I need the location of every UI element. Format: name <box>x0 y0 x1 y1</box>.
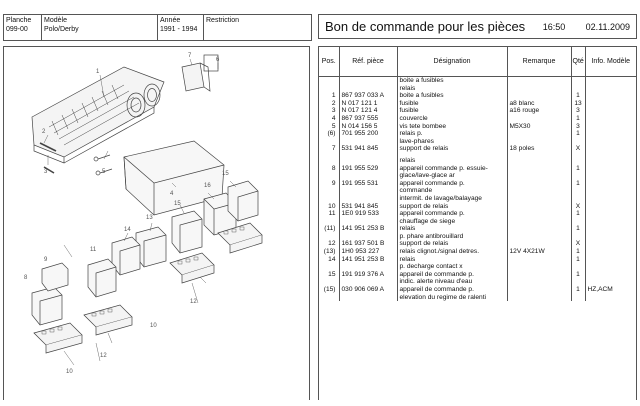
cell-designation: support de relais <box>397 240 507 248</box>
callout-4: 4 <box>170 191 174 197</box>
column-header-pos: Pos. <box>319 47 339 77</box>
cell-ref: 141 951 253 B <box>339 256 397 271</box>
cell-designation: appareil commande p. essuie- glace/lave-glace ar <box>397 165 507 180</box>
cell-pos: 10 <box>319 203 339 211</box>
cell-qte: 1 <box>571 248 585 256</box>
table-row <box>319 145 636 153</box>
cell-info <box>585 92 636 100</box>
callout-9: 9 <box>44 257 48 263</box>
cell-remarque <box>507 115 571 123</box>
cell-designation: vis tete bombee <box>397 123 507 131</box>
small-relay-drawing <box>182 55 218 91</box>
cell-designation: relais p. phare antibrouillard <box>397 225 507 240</box>
cell-ref: 867 937 033 A <box>339 92 397 100</box>
modele-label: Modèle <box>44 17 67 24</box>
cell-remarque: a16 rouge <box>507 107 571 115</box>
cell-ref: N 017 121 4 <box>339 107 397 115</box>
table-row <box>319 180 636 203</box>
callout-13: 13 <box>146 215 153 221</box>
cell-ref: 867 937 555 <box>339 115 397 123</box>
cell-pos: 7 <box>319 145 339 153</box>
table-row <box>319 286 636 301</box>
table-row <box>319 157 636 165</box>
cell-qte: 1 <box>571 225 585 240</box>
cell-qte: 1 <box>571 180 585 203</box>
cell-designation: relais <box>397 157 507 165</box>
table-row <box>319 271 636 286</box>
planche-value: 099-00 <box>6 26 28 33</box>
cell-pos: 8 <box>319 165 339 180</box>
cell-remarque: a8 blanc <box>507 100 571 108</box>
cell-pos: 11 <box>319 210 339 225</box>
table-row <box>319 107 636 115</box>
callout-16: 16 <box>204 183 211 189</box>
cell-pos: 2 <box>319 100 339 108</box>
cell-info <box>585 210 636 225</box>
cell-remarque <box>507 92 571 100</box>
callout-15a: 15 <box>174 201 181 207</box>
column-header-qte: Qté <box>571 47 585 77</box>
cell-designation: fusible <box>397 107 507 115</box>
cell-info <box>585 100 636 108</box>
cell-info <box>585 225 636 240</box>
cell-qte: 1 <box>571 130 585 145</box>
annee-label: Année <box>160 17 181 24</box>
callout-12b: 12 <box>100 353 107 359</box>
cell-designation: support de relais <box>397 203 507 211</box>
callout-11: 11 <box>90 247 97 253</box>
cell-ref <box>339 77 397 93</box>
table-row <box>319 248 636 256</box>
cell-qte: 1 <box>571 286 585 301</box>
cell-pos <box>319 157 339 165</box>
callout-2: 2 <box>42 129 46 135</box>
cell-designation: relais p. decharge contact x <box>397 256 507 271</box>
cell-qte: X <box>571 203 585 211</box>
parts-table-header <box>319 47 636 77</box>
cell-qte: X <box>571 240 585 248</box>
table-row <box>319 203 636 211</box>
cell-remarque <box>507 225 571 240</box>
table-row <box>319 225 636 240</box>
cell-qte: 3 <box>571 107 585 115</box>
cell-qte: 1 <box>571 115 585 123</box>
cell-info: HZ,ACM <box>587 286 613 294</box>
annee-value: 1991 - 1994 <box>160 26 198 33</box>
table-row <box>319 100 636 108</box>
document-title: Bon de commande pour les pièces <box>325 19 526 34</box>
cell-remarque: 18 poles <box>507 145 571 153</box>
cell-pos: 3 <box>319 107 339 115</box>
table-row <box>319 210 636 225</box>
cell-qte <box>571 77 585 93</box>
callout-3: 3 <box>44 169 48 175</box>
column-header-designation: Désignation <box>397 47 507 77</box>
parts-table <box>319 47 636 301</box>
cell-qte: 1 <box>571 92 585 100</box>
cell-info <box>585 157 636 165</box>
modele-cell <box>42 15 158 40</box>
cell-ref: N 017 121 1 <box>339 100 397 108</box>
restriction-label: Restriction <box>206 17 240 24</box>
cell-info <box>585 248 636 256</box>
cell-designation: boite a fusibles relais <box>397 77 507 93</box>
cell-ref: 161 937 501 B <box>339 240 397 248</box>
cell-remarque <box>507 77 571 93</box>
cell-ref: 531 941 845 <box>339 203 397 211</box>
callout-10a: 10 <box>66 369 73 375</box>
cell-info <box>585 165 636 180</box>
cell-remarque <box>507 130 571 145</box>
table-row <box>319 240 636 248</box>
header-info-grid <box>3 14 312 41</box>
cell-info <box>585 107 636 115</box>
cell-ref: 701 955 200 <box>339 130 397 145</box>
cell-pos: (13) <box>319 248 339 256</box>
cell-pos: 12 <box>319 240 339 248</box>
document-date: 02.11.2009 <box>585 21 630 32</box>
parts-diagram <box>3 46 310 400</box>
cell-pos: (11) <box>319 225 339 240</box>
cell-designation: appareil commande p. chauffage de siege <box>397 210 507 225</box>
table-row <box>319 256 636 271</box>
table-row <box>319 77 636 93</box>
cell-remarque <box>507 157 571 165</box>
cell-designation: fusible <box>397 100 507 108</box>
cell-designation: support de relais <box>397 145 507 153</box>
cell-qte: 3 <box>571 123 585 131</box>
cell-ref: 1E0 919 533 <box>339 210 397 225</box>
cell-pos: 5 <box>319 123 339 131</box>
parts-list-panel <box>318 46 637 400</box>
callout-15b: 15 <box>222 171 229 177</box>
cell-designation: appareil de commande p. elevation du regime de ralenti <box>397 286 507 301</box>
cell-ref: 030 906 069 A <box>339 286 397 301</box>
parts-table-body <box>319 77 636 302</box>
cell-remarque <box>507 165 571 180</box>
table-row <box>319 165 636 180</box>
annee-cell <box>158 15 204 40</box>
cell-remarque <box>507 203 571 211</box>
document-time: 16:50 <box>542 21 566 32</box>
callout-7: 7 <box>188 53 192 59</box>
table-row <box>319 130 636 145</box>
cell-pos: (6) <box>319 130 339 145</box>
cell-ref: N 014 156 5 <box>339 123 397 131</box>
cell-designation: relais clignot./signal detres. <box>397 248 507 256</box>
cell-info <box>585 130 636 145</box>
cell-ref: 191 955 529 <box>339 165 397 180</box>
column-header-remarque: Remarque <box>507 47 571 77</box>
cell-info <box>585 77 636 93</box>
cell-designation: appareil commande p. commande intermit. de lavage/balayage <box>397 180 507 203</box>
cell-qte: 1 <box>571 210 585 225</box>
cell-remarque <box>507 240 571 248</box>
cell-qte: 1 <box>571 256 585 271</box>
cell-qte <box>571 157 585 165</box>
cell-info <box>585 115 636 123</box>
cell-pos: 15 <box>319 271 339 286</box>
cell-pos: (15) <box>319 286 339 301</box>
callout-6: 6 <box>216 57 220 63</box>
cell-info <box>585 271 636 286</box>
modele-value: Polo/Derby <box>44 26 79 33</box>
cell-designation: appareil de commande p. indic. alerte niveau d'eau <box>397 271 507 286</box>
document-header <box>318 14 637 39</box>
table-row <box>319 123 636 131</box>
cell-remarque <box>507 271 571 286</box>
cell-pos: 14 <box>319 256 339 271</box>
cell-ref <box>339 157 397 165</box>
callout-5: 5 <box>102 169 106 175</box>
cell-info <box>585 123 636 131</box>
table-row <box>319 92 636 100</box>
cell-qte: 13 <box>571 100 585 108</box>
cell-remarque <box>507 256 571 271</box>
cell-info <box>585 240 636 248</box>
cell-designation: boite a fusibles <box>397 92 507 100</box>
callout-10b: 10 <box>150 323 157 329</box>
cell-pos <box>319 77 339 93</box>
callout-8: 8 <box>24 275 28 281</box>
parts-diagram-svg <box>4 47 309 401</box>
cell-info <box>585 145 636 153</box>
cell-ref: 191 955 531 <box>339 180 397 203</box>
cell-info <box>585 180 636 203</box>
cell-pos: 1 <box>319 92 339 100</box>
planche-label: Planche <box>6 17 32 24</box>
cell-designation: relais p. lave-phares <box>397 130 507 145</box>
cell-qte: X <box>571 145 585 153</box>
cell-remarque <box>507 180 571 203</box>
cell-remarque: M5X30 <box>507 123 571 131</box>
cell-remarque <box>507 210 571 225</box>
cell-qte: 1 <box>571 165 585 180</box>
callout-12a: 12 <box>190 299 197 305</box>
column-header-info: Info. Modèle <box>585 47 636 77</box>
cell-info <box>585 256 636 271</box>
cell-ref: 191 919 376 A <box>339 271 397 286</box>
cell-ref: 1H0 953 227 <box>339 248 397 256</box>
column-header-ref: Réf. pièce <box>339 47 397 77</box>
cell-pos: 4 <box>319 115 339 123</box>
cell-remarque <box>507 286 571 301</box>
cell-designation: couvercle <box>397 115 507 123</box>
callout-1: 1 <box>96 69 100 75</box>
table-row <box>319 115 636 123</box>
cell-ref: 141 951 253 B <box>339 225 397 240</box>
cell-ref: 531 941 845 <box>339 145 397 153</box>
cell-qte: 1 <box>571 271 585 286</box>
cell-pos: 9 <box>319 180 339 203</box>
planche-cell <box>4 15 42 40</box>
callout-14: 14 <box>124 227 131 233</box>
restriction-cell <box>204 15 311 40</box>
cell-info <box>585 203 636 211</box>
cell-remarque: 12V 4X21W <box>507 248 571 256</box>
